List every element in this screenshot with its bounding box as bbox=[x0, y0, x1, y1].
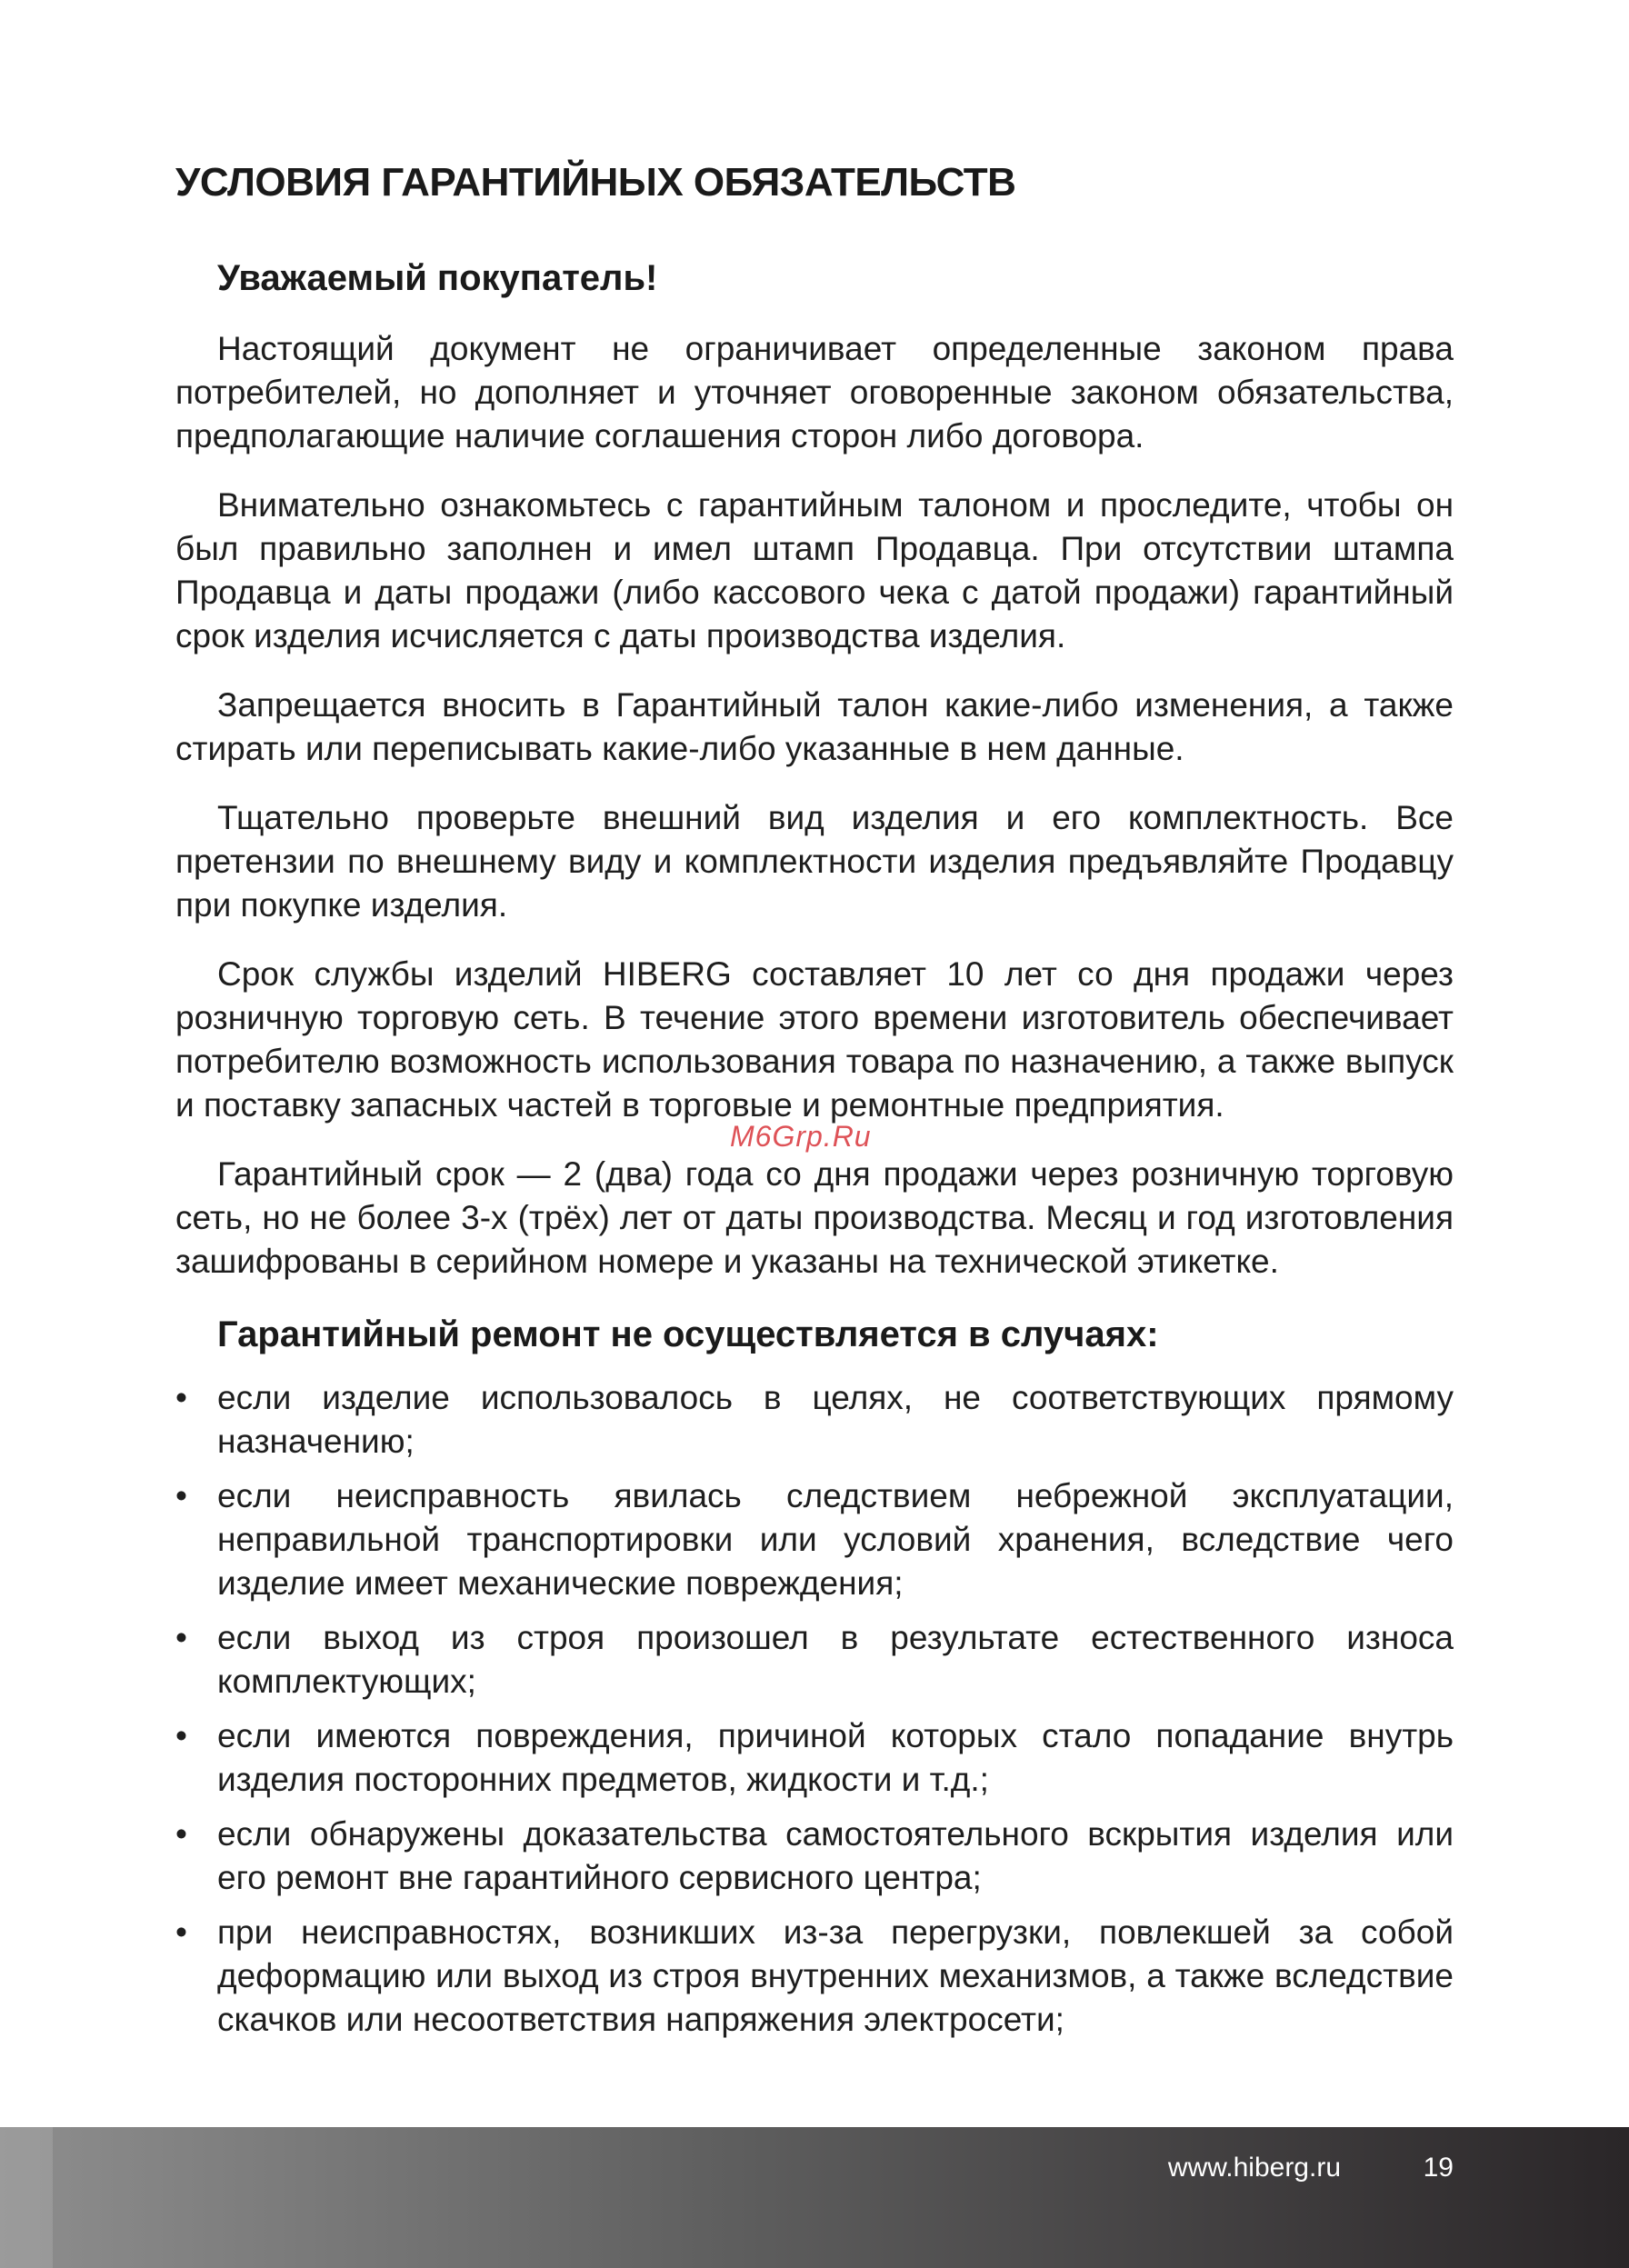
footer-stripe bbox=[0, 2127, 53, 2268]
list-item-text: если изделие использовалось в целях, не соответствующих прямому назначению; bbox=[217, 1378, 1454, 1460]
paragraph: Настоящий документ не ограничивает определенные законом права потребителей, но дополняет и уточняет оговоренные законом обязательства, предполагающие наличие соглашения сторон либо договора. bbox=[175, 329, 1454, 455]
list-item bbox=[175, 1911, 1454, 2042]
bullet-icon: • bbox=[175, 1476, 187, 1514]
greeting-heading: Уважаемый покупатель! bbox=[217, 257, 658, 298]
paragraph: Тщательно проверьте внешний вид изделия и его комплектность. Все претензии по внешнему виду и комплектности изделия предъявляйте Продавцу при покупке изделия. bbox=[175, 798, 1454, 924]
list-item bbox=[175, 1376, 1454, 1464]
list-item bbox=[175, 1616, 1454, 1703]
footer-website-link[interactable]: www.hiberg.ru bbox=[1167, 2153, 1341, 2183]
paragraph: Срок службы изделий HIBERG составляет 10 лет со дня продажи через розничную торговую сеть. В течение этого времени изготовитель обеспечивает потребителю возможность использования товара по назначению, а также выпуск и поставку запасных частей в торговые и ремонтные предприятия. bbox=[175, 954, 1454, 1124]
list-item-text: если обнаружены доказательства самостоятельного вскрытия изделия или его ремонт вне гарантийного сервисного центра; bbox=[217, 1814, 1454, 1896]
bullet-icon: • bbox=[175, 1378, 187, 1416]
list-item-text: если выход из строя произошел в результате естественного износа комплектующих; bbox=[217, 1618, 1454, 1700]
list-item-text: при неисправностях, возникших из-за перегрузки, повлекшей за собой деформацию или выход из строя внутренних механизмов, а также вследствие скачков или несоответствия напряжения электросети; bbox=[217, 1913, 1454, 2038]
bullet-icon: • bbox=[175, 1913, 187, 1951]
page-title: УСЛОВИЯ ГАРАНТИЙНЫХ ОБЯЗАТЕЛЬСТВ bbox=[175, 160, 1016, 205]
paragraph: Внимательно ознакомьтесь с гарантийным талоном и проследите, чтобы он был правильно заполнен и имел штамп Продавца. При отсутствии штампа Продавца и даты продажи (либо кассового чека с датой продажи) гарантийный срок изделия исчисляется с даты производства изделия. bbox=[175, 485, 1454, 654]
watermark: M6Grp.Ru bbox=[730, 1120, 872, 1153]
list-item-text: если имеются повреждения, причиной которых стало попадание внутрь изделия посторонних предметов, жидкости и т.д.; bbox=[217, 1716, 1454, 1798]
bullet-icon: • bbox=[175, 1716, 187, 1754]
list-item bbox=[175, 1474, 1454, 1605]
page-number: 19 bbox=[1423, 2153, 1454, 2183]
exclusions-heading: Гарантийный ремонт не осуществляется в случаях: bbox=[217, 1314, 1159, 1354]
list-item-text: если неисправность явилась следствием небрежной эксплуатации, неправильной транспортировки или условий хранения, вследствие чего изделие имеет механические повреждения; bbox=[217, 1476, 1454, 1602]
list-item bbox=[175, 1714, 1454, 1802]
paragraph: Запрещается вносить в Гарантийный талон какие-либо изменения, а также стирать или переписывать какие-либо указанные в нем данные. bbox=[175, 685, 1454, 767]
paragraph: Гарантийный срок — 2 (два) года со дня продажи через розничную торговую сеть, но не более 3-х (трёх) лет от даты производства. Месяц и год изготовления зашифрованы в серийном номере и указаны на технической этикетке. bbox=[175, 1154, 1454, 1280]
document-body bbox=[175, 159, 1454, 2042]
bullet-icon: • bbox=[175, 1618, 187, 1656]
footer-bar bbox=[0, 2127, 1629, 2268]
bullet-icon: • bbox=[175, 1814, 187, 1853]
list-item bbox=[175, 1813, 1454, 1900]
exclusions-list bbox=[175, 1376, 1454, 2042]
